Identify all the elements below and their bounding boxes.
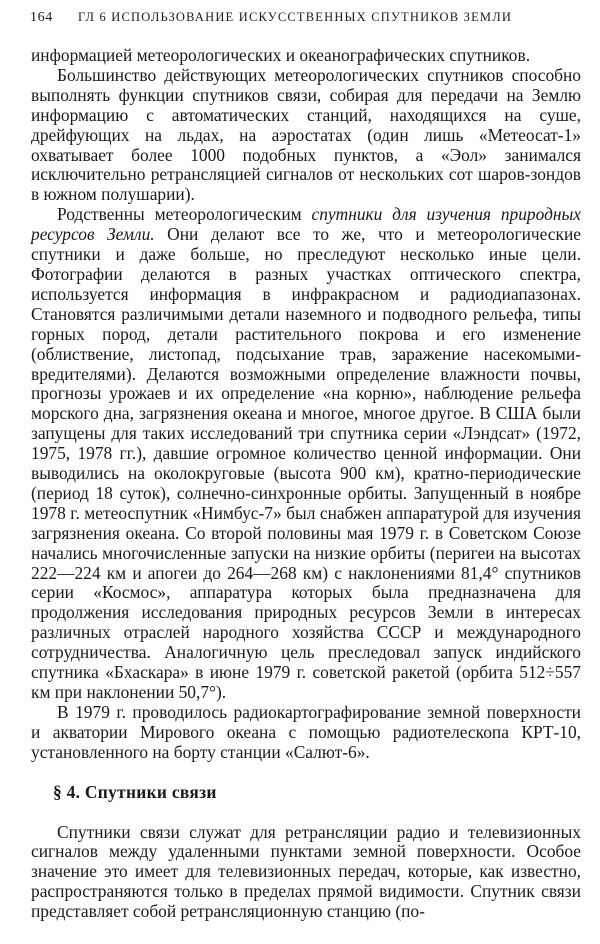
paragraph-continuation: информацией метеорологических и океанографических спутников. — [31, 45, 531, 65]
running-title: ГЛ 6 ИСПОЛЬЗОВАНИЕ ИСКУССТВЕННЫХ СПУТНИКОВ ЗЕМЛИ — [78, 10, 513, 24]
section-heading: § 4. Спутники связи — [53, 781, 217, 802]
paragraph-natural-resources-start: Родственны метеорологическим — [57, 204, 312, 225]
paragraph-natural-resources-rest: Они делают все то же, что и метеорологические спутники и даже больше, но преследуют несколько иные цели. Фотографии делаются в разных участках оптического спектра, используется информация в инфракрасном и радиодиапазонах. Становятся различимыми детали наземного и подводного рельефа, типы горных пород, детали растительного покрова и его изменение (облиствение, листопад, подсыхание трав, заражение насекомыми-вредителями). Делаются возможными определение влажности почвы, прогнозы урожаев и их определение «на корню», наблюдение рельефа морского дна, загрязнения океана и многое, многое другое. В США были запущены для таких исследований три спутника серии «Лэндсат» (1972, 1975, 1978 гг.), давшие огромное количество ценной информации. Они выводились на околокруговые (высота 900 км), кратно-периодические (период 18 суток), солнечно-синхронные орбиты. Запущенный в ноябре 1978 г. метеоспутник «Нимбус-7» был снабжен аппаратурой для изучения загрязнения океана. Со второй половины мая 1979 г. в Советском Союзе начались многочисленные запуски на низкие орбиты (перигеи на высотах 222—224 км и апогеи до 264—268 км) с наклонениями 81,4° спутников серии «Космос», аппаратура которых была предназначена для продолжения исследования природных ресурсов Земли в интересах различных отраслей народного хозяйства СССР и международного сотрудничества. Аналогичную цель преследовал запуск индийского спутника «Бхаскара» в июне 1979 г. советской ракетой (орбита 512÷557 км при наклонении 50,7°). — [31, 224, 581, 702]
paragraph-natural-resources — [31, 205, 581, 703]
italic-term-natural-resources: спутники для изучения природных ресурсов Земли. — [31, 204, 581, 245]
body-text — [31, 46, 581, 922]
paragraph-comm-satellites: Спутники связи служат для ретрансляции радио и телевизионных сигналов между удаленными пунктами земной поверхности. Особое значение это имеет для телевизионных передач, которые, как известно, распространяются только в пределах прямой видимости. Спутник связи представляет собой ретрансляционную станцию (по- — [31, 821, 581, 922]
paragraph-radio-mapping: В 1979 г. проводилось радиокартографирование земной поверхности и акватории Мирового океана с помощью радиотелескопа КРТ-10, установленного на борту станции «Салют-6». — [31, 701, 581, 762]
page-number: 164 — [30, 10, 53, 25]
paragraph-meteo-relay: Большинство действующих метеорологических спутников способно выполнять функции спутников связи, собирая для передачи на Землю информацию с автоматических станций, находящихся на суше, дрейфующих на льдах, на аэростатах (один лишь «Метеосат-1» охватывает более 1000 подобных пунктов, а «Эол» занимался исключительно ретрансляцией сигналов от нескольких сот шаров-зондов в южном полушарии). — [31, 64, 581, 205]
running-head — [30, 10, 572, 30]
